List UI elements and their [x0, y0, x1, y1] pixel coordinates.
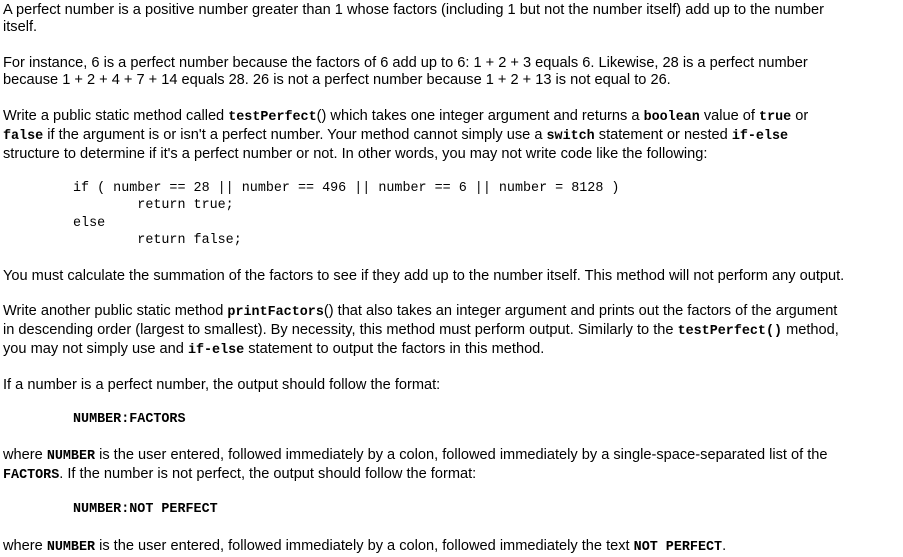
task-line-3: structure to determine if it's a perfect number or not. In other words, you may not write code like the following:	[3, 146, 708, 162]
task-text: in descending order (largest to smallest). By necessity, this method must perform output. Similarly to the	[3, 322, 678, 338]
code-number: NUMBER	[46, 449, 96, 464]
code-false: false	[3, 129, 44, 144]
code-factors: FACTORS	[3, 468, 60, 483]
task-text: () that also takes an integer argument and prints out the factors of the argument	[323, 303, 838, 319]
code-not-perfect: NOT PERFECT	[633, 540, 723, 555]
code-print-factors: printFactors	[227, 305, 324, 320]
example-line-1: For instance, 6 is a perfect number because the factors of 6 add up to 6: 1 + 2 + 3 equals 6. Likewise, 28 is a perfect number	[3, 55, 808, 71]
task-text: statement or nested	[594, 127, 732, 143]
final-line	[3, 537, 899, 557]
code-example-line-1: if ( number == 28 || number == 496 || number == 6 || number = 8128 )	[73, 181, 620, 196]
code-if-else: if-else	[731, 129, 789, 144]
task-text: is the user entered, followed immediately by a colon, followed immediately by a single-space-separated list of the	[95, 447, 828, 463]
task-text: where	[3, 538, 47, 554]
task-text: if the argument is or isn't a perfect number. Your method cannot simply use a	[43, 127, 547, 143]
task-text: .	[722, 538, 727, 554]
task-text: you may not simply use and	[3, 341, 188, 357]
task-text: is the user entered, followed immediately by a colon, followed immediately the text	[95, 538, 634, 554]
print-factors-line-3	[3, 340, 899, 360]
format-desc-line-2	[3, 465, 899, 485]
format-desc-line-1	[3, 446, 899, 466]
task-text: method,	[782, 322, 839, 338]
task-text: or	[791, 108, 809, 124]
example-line-2: because 1 + 2 + 4 + 7 + 14 equals 28. 26 is not a perfect number because 1 + 2 + 13 is not equal to 26.	[3, 72, 671, 88]
task-text: () which takes one integer argument and returns a	[316, 108, 644, 124]
code-boolean: boolean	[643, 110, 700, 125]
code-switch: switch	[546, 129, 595, 144]
print-factors-line-1	[3, 302, 899, 322]
print-factors-line-2	[3, 321, 899, 341]
task-line-1	[3, 107, 899, 127]
task-text: Write a public static method called	[3, 108, 229, 124]
task-text: where	[3, 447, 47, 463]
format-intro: If a number is a perfect number, the output should follow the format:	[3, 377, 441, 393]
task-text: Write another public static method	[3, 303, 228, 319]
code-true: true	[759, 110, 792, 125]
task-text: value of	[699, 108, 760, 124]
summation-note: You must calculate the summation of the factors to see if they add up to the number itself. This method will not perform any output.	[3, 268, 845, 284]
task-line-2	[3, 126, 899, 146]
task-text: statement to output the factors in this method.	[244, 341, 545, 357]
code-example-line-3: else	[73, 216, 106, 231]
code-number: NUMBER	[46, 540, 96, 555]
code-test-perfect: testPerfect	[228, 110, 317, 125]
code-example-line-2: return true;	[73, 198, 234, 213]
code-if-else: if-else	[187, 343, 245, 358]
format-perfect: NUMBER:FACTORS	[73, 412, 186, 427]
code-test-perfect-call: testPerfect()	[677, 324, 783, 339]
code-example-line-4: return false;	[73, 233, 242, 248]
format-not-perfect: NUMBER:NOT PERFECT	[73, 502, 218, 517]
intro-line-2: itself.	[3, 19, 38, 35]
task-text: . If the number is not perfect, the output should follow the format:	[59, 466, 477, 482]
intro-line-1: A perfect number is a positive number greater than 1 whose factors (including 1 but not the number itself) add up to the number	[3, 2, 824, 18]
